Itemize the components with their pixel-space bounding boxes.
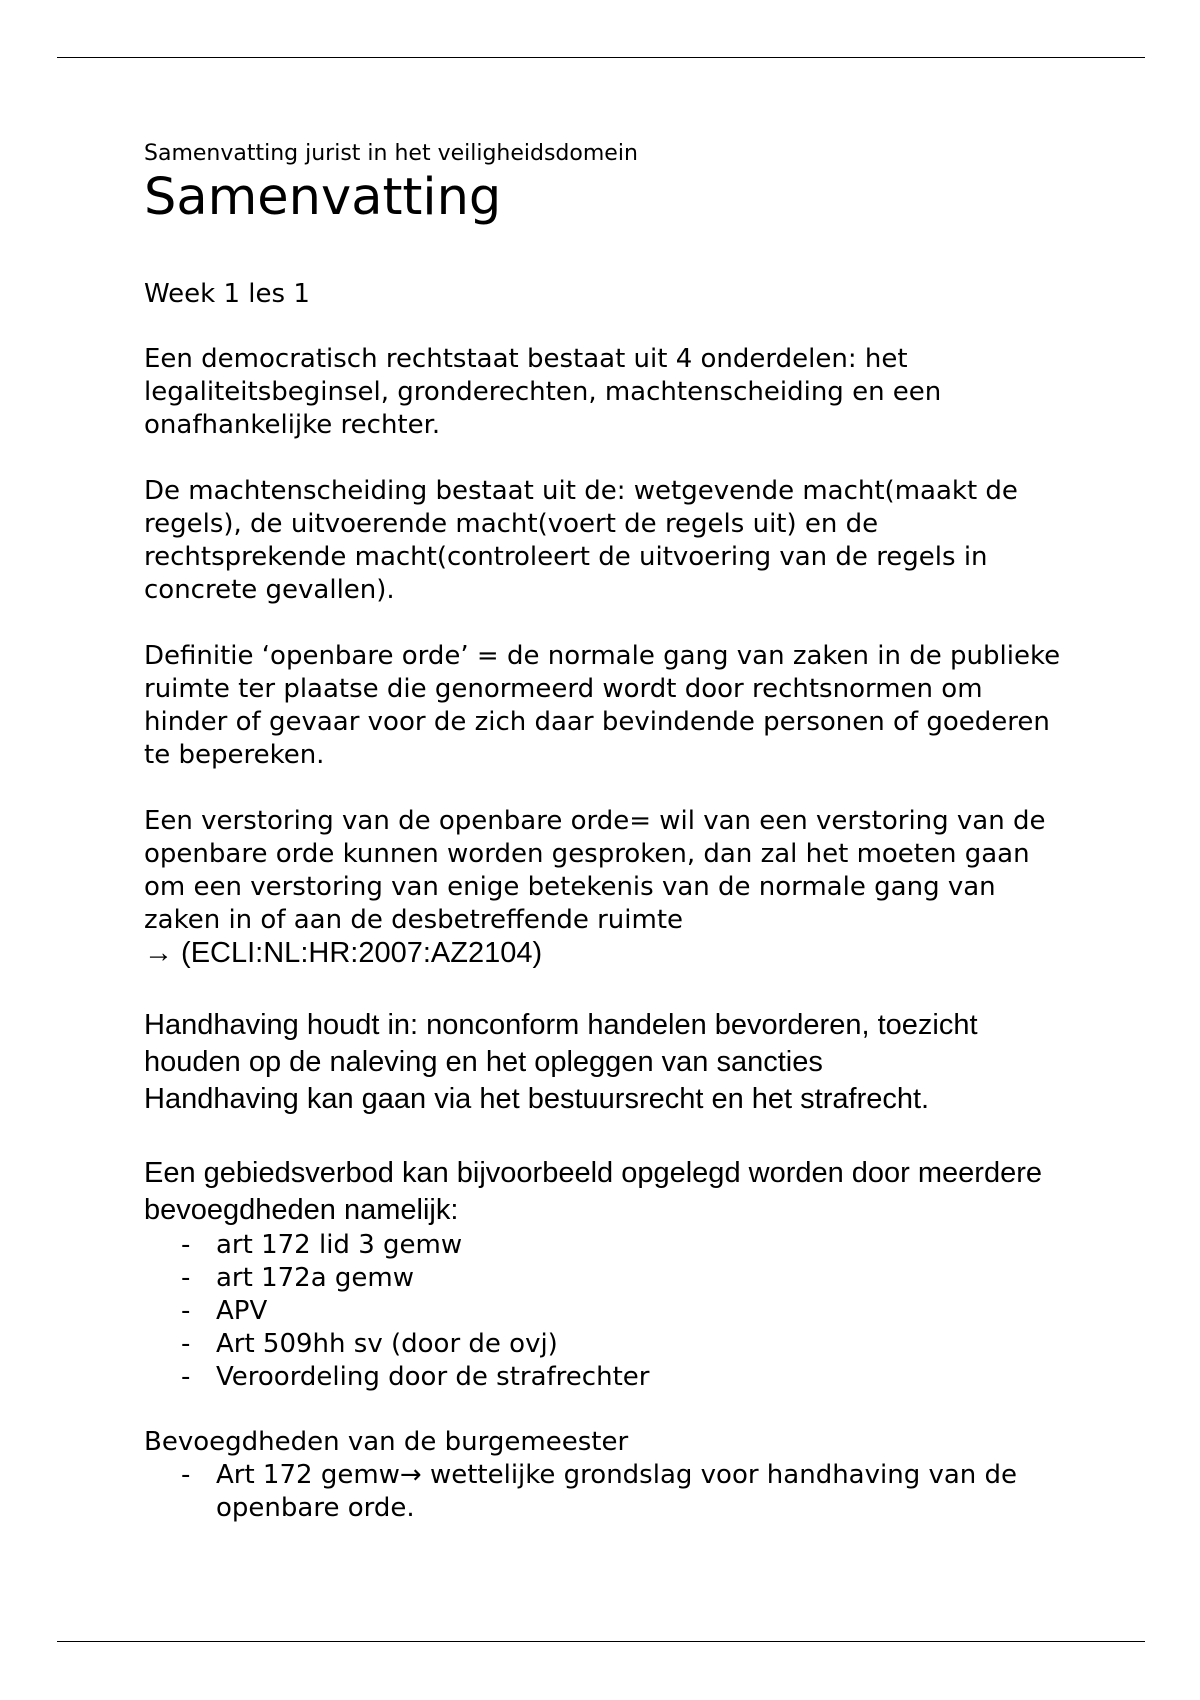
- document-title: Samenvatting: [144, 168, 502, 227]
- list-item-text: art 172a gemw: [216, 1263, 414, 1293]
- list-dash: -: [181, 1263, 191, 1293]
- week-heading: Week 1 les 1: [144, 279, 310, 309]
- list-item: [144, 1361, 1064, 1394]
- paragraph-verstoring-block: [144, 805, 1064, 970]
- list-item-text: art 172 lid 3 gemw: [216, 1230, 463, 1260]
- list-dash: -: [181, 1460, 191, 1490]
- burgemeester-heading: Bevoegdheden van de burgemeester: [144, 1427, 629, 1457]
- burgemeester-list: [144, 1459, 1064, 1525]
- paragraph-openbare-orde: Definitie ‘openbare orde’ = de normale gang van zaken in de publieke ruimte ter plaatse die genormeerd wordt door rechtsnormen om hinder of gevaar voor de zich daar bevindende personen of goederen te bepereken.: [144, 641, 1061, 770]
- list-item: [144, 1328, 1064, 1361]
- paragraph-machtenscheiding: De machtenscheiding bestaat uit de: wetgevende macht(maakt de regels), de uitvoerende macht(voert de regels uit) en de rechtsprekende macht(controleert de uitvoering van de regels in concrete gevallen).: [144, 476, 1018, 605]
- list-item-text: Art 509hh sv (door de ovj): [216, 1329, 558, 1359]
- list-item-text: APV: [216, 1296, 268, 1326]
- list-item-text: Art 172 gemw→ wettelijke grondslag voor handhaving van de openbare orde.: [216, 1460, 1018, 1523]
- list-dash: -: [181, 1230, 191, 1260]
- list-item: [144, 1459, 1064, 1525]
- list-item: [144, 1262, 1064, 1295]
- handhaving-line: Handhaving kan gaan via het bestuursrecht en het strafrecht.: [144, 1083, 930, 1115]
- ecli-reference: → (ECLI:NL:HR:2007:AZ2104): [144, 937, 543, 969]
- header-rule: [57, 57, 1145, 58]
- gebiedsverbod-block: [144, 1155, 1064, 1394]
- handhaving-block: [144, 1007, 1064, 1118]
- document-body: [144, 140, 1064, 1525]
- paragraph-rechtstaat: Een democratisch rechtstaat bestaat uit 4 onderdelen: het legaliteitsbeginsel, gronderechten, machtenscheiding en een onafhankelijke rechter.: [144, 344, 942, 440]
- list-item: [144, 1295, 1064, 1328]
- gebiedsverbod-list: [144, 1229, 1064, 1394]
- gebiedsverbod-intro: Een gebiedsverbod kan bijvoorbeeld opgelegd worden door meerdere bevoegdheden namelijk:: [144, 1157, 1043, 1226]
- list-dash: -: [181, 1296, 191, 1326]
- list-dash: -: [181, 1329, 191, 1359]
- list-item: [144, 1229, 1064, 1262]
- document-subtitle: Samenvatting jurist in het veiligheidsdomein: [144, 141, 638, 166]
- paragraph-verstoring: Een verstoring van de openbare orde= wil van een verstoring van de openbare orde kunnen worden gesproken, dan zal het moeten gaan om een verstoring van enige betekenis van de normale gang van zaken in of aan de desbetreffende ruimte: [144, 806, 1046, 935]
- handhaving-line: Handhaving houdt in: nonconform handelen bevorderen, toezicht houden op de naleving en het opleggen van sancties: [144, 1009, 978, 1078]
- footer-rule: [57, 1641, 1145, 1642]
- list-dash: -: [181, 1362, 191, 1392]
- list-item-text: Veroordeling door de strafrechter: [216, 1362, 650, 1392]
